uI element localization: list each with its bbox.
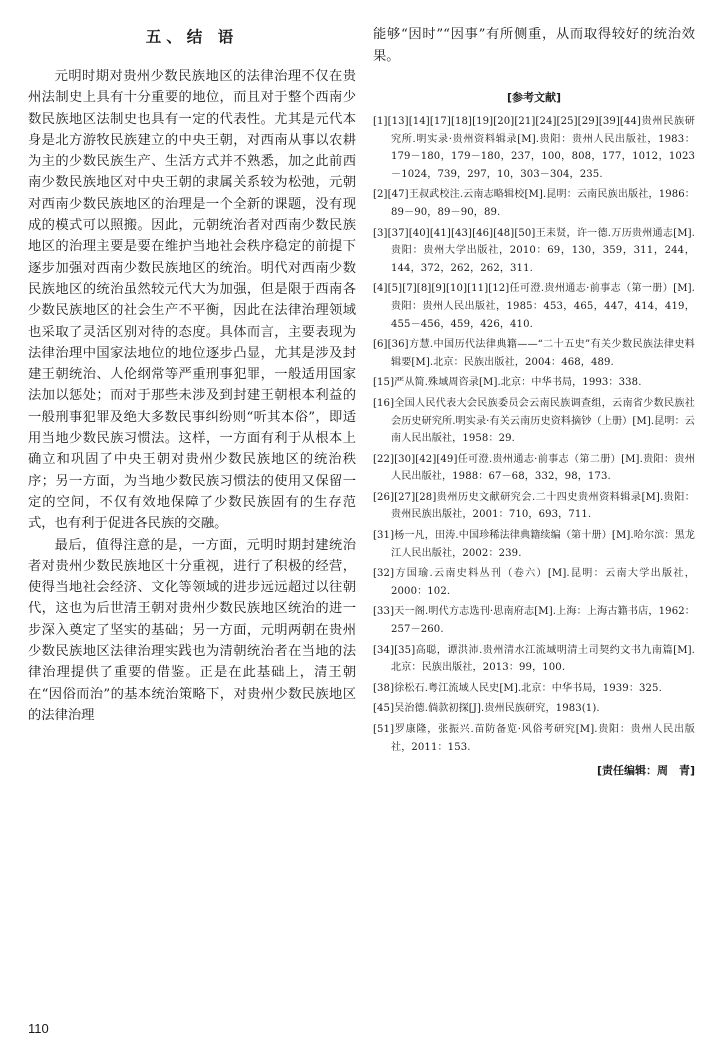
reference-item: [3][37][40][41][43][46][48][50]王耒贤，许一德.万历贵州通志[M].贵阳：贵州大学出版社，2010：69，130，359，311，244，144，372，262，262，311.: [373, 227, 695, 274]
left-column: [28, 26, 356, 726]
reference-item: [1][13][14][17][18][19][20][21][24][25][29][39][44]贵州民族研究所.明实录·贵州资料辑录[M].贵阳：贵州人民出版社，1983：179－180，179－180，237，100，808，177，1012，1023－1024，739，297，10，303－304，235.: [373, 116, 695, 180]
reference-item: [34][35]高聪，谭洪沛.贵州清水江流域明清土司契约文书九南篇[M].北京：民族出版社，2013：99，100.: [373, 644, 695, 674]
editor-note: [责任编辑：周 青]: [596, 764, 695, 778]
right-column: [373, 24, 695, 778]
references-list: [373, 113, 695, 756]
page-number: 110: [28, 1021, 49, 1036]
references-title: [参考文献]: [506, 91, 562, 104]
reference-item: [2][47]王叔武校注.云南志略辑校[M].昆明：云南民族出版社，1986：89－90，89－90，89.: [373, 189, 695, 218]
reference-item: [31]杨一凡，田涛.中国珍稀法律典籍续编（第十册）[M].哈尔滨：黑龙江人民出版社，2002：239.: [373, 530, 695, 559]
reference-item: [38]徐松石.粤江流域人民史[M].北京：中华书局，1939：325.: [373, 682, 662, 694]
reference-item: [32]方国瑜.云南史料丛刊（卷六）[M].昆明：云南大学出版社，2000：102.: [373, 568, 695, 597]
body-paragraph-continuation: 能够“因时”“因事”有所侧重，从而取得较好的统治效果。: [373, 27, 695, 64]
reference-item: [22][30][42][49]任可澄.贵州通志·前事志（第二册）[M].贵阳：贵州人民出版社，1988：67－68，332，98，173.: [373, 453, 695, 483]
reference-item: [26][27][28]贵州历史文献研究会.二十四史贵州资料辑录[M].贵阳：贵州民族出版社，2001：710，693，711.: [373, 491, 695, 521]
section-title: 五、结 语: [145, 28, 239, 46]
reference-item: [15]严从简.殊域周咨录[M].北京：中华书局，1993：338.: [373, 377, 642, 389]
reference-item: [33]天一阁.明代方志选刊·思南府志[M].上海：上海古籍书店，1962：257－260.: [373, 606, 695, 636]
body-paragraph: 元明时期对贵州少数民族地区的法律治理不仅在贵州法制史上具有十分重要的地位，而且对于整个西南少数民族地区法制史也具有一定的代表性。尤其是元代本身是北方游牧民族建立的中央王朝，对西南从事以农耕为主的少数民族生产、生活方式并不熟悉，加之此前西南少数民族地区对中央王朝的隶属关系较为松弛，元朝对西南少数民族地区的治理是一个全新的课题，没有现成的模式可以照搬。因此，元朝统治者对西南少数民族地区的治理主要是要在维护当地社会秩序稳定的前提下逐步加强对西南少数民族地区的统治。明代对西南少数民族地区的统治虽然较元代大为加强，但是限于西南各少数民族地区的社会生产不平衡，因此在法律治理领域也采取了灵活区别对待的态度。具体而言，主要表现为法律治理中国家法地位的地位逐步凸显，尤其是涉及封建王朝统治、人伦纲常等严重刑事犯罪，一般适用国家法加以惩处；而对于那些未涉及到封建王朝根本利益的一般刑事犯罪及绝大多数民事纠纷则“听其本俗”，即适用当地少数民族习惯法。这样，一方面有利于从根本上确立和巩固了中央王朝对贵州少数民族地区的统治秩序；另一方面，为当地少数民族习惯法的使用又保留一定的空间，不仅有效地保障了少数民族固有的生存范式，也有利于促进各民族的交融。: [28, 69, 356, 532]
reference-item: [16]全国人民代表大会民族委员会云南民族调查组，云南省少数民族社会历史研究所.明实录·有关云南历史资料摘钞（上册）[M].昆明：云南人民出版社，1958：29.: [373, 397, 695, 445]
body-paragraph: 最后，值得注意的是，一方面，元明时期封建统治者对贵州少数民族地区十分重视，进行了积极的经营，使得当地社会经济、文化等领域的进步远远超过以往朝代，这也为后世清王朝对贵州少数民族地区统治的进一步深入奠定了坚实的基础；另一方面，元明两朝在贵州少数民族地区法律治理实践也为清朝统治者在当地的法律治理提供了重要的借鉴。正是在此基础上，清王朝在“因俗而治”的基本统治策略下，对贵州少数民族地区的法律治理: [28, 537, 356, 723]
reference-item: [45]吴治德.倘款初探[J].贵州民族研究，1983(1).: [373, 703, 600, 715]
reference-item: [4][5][7][8][9][10][11][12]任可澄.贵州通志·前事志（第一册）[M].贵阳：贵州人民出版社，1985：453，465，447，414，419，455－456，459，426，410.: [373, 283, 695, 330]
reference-item: [6][36]方慧.中国历代法律典籍——“二十五史”有关少数民族法律史料辑要[M].北京：民族出版社，2004：468，489.: [373, 339, 695, 368]
reference-item: [51]罗康隆，张振兴.苗防备览·风俗考研究[M].贵阳：贵州人民出版社，2011：153.: [373, 724, 695, 753]
